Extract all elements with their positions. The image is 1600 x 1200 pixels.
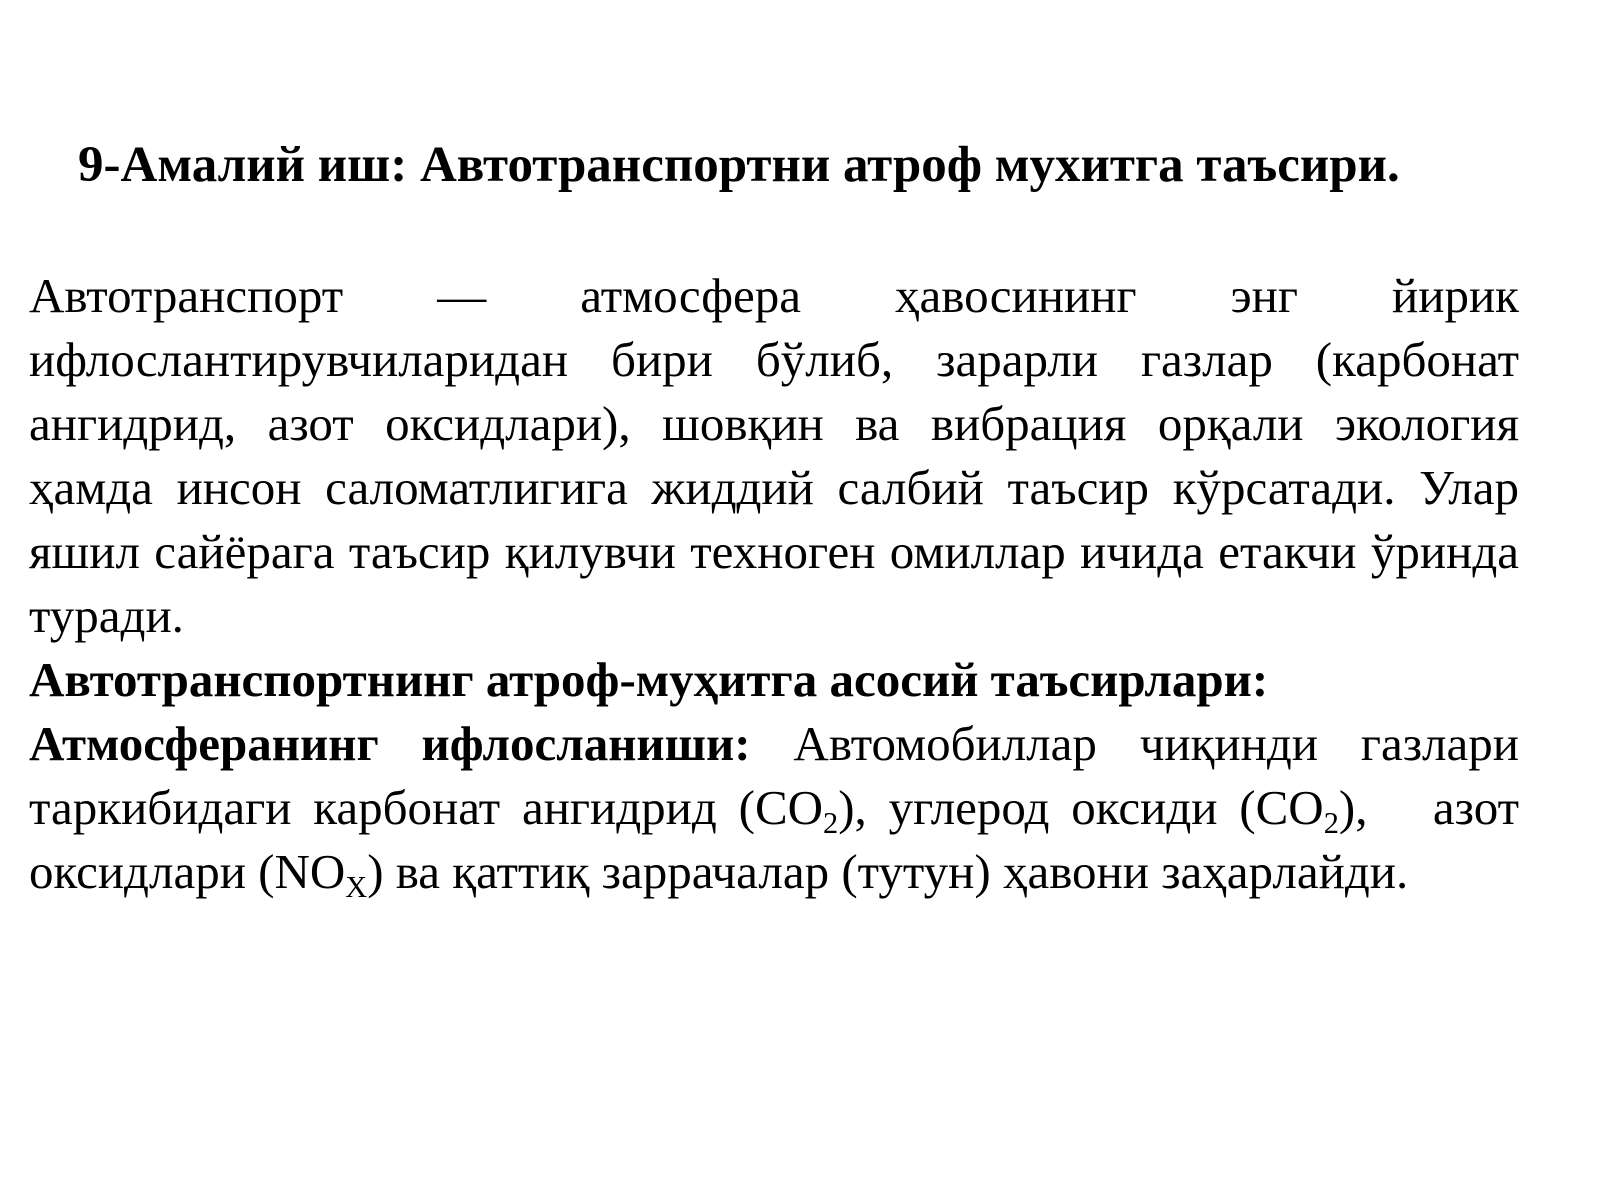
atmosphere-pollution-item xyxy=(29,712,1532,905)
item-text-1: Автомобиллар чиқинди газлари таркибидаги карбонат ангидрид ( xyxy=(29,716,1519,835)
item-term: Атмосферанинг ифлосланиши: xyxy=(29,716,751,771)
section-heading: Автотранспортнинг атроф-муҳитга асосий таъсирлари: xyxy=(29,652,1269,707)
formula-nox xyxy=(274,844,368,905)
formula-co2-first-subscript: 2 xyxy=(823,806,839,841)
item-text-3: ), азот оксидлари ( xyxy=(29,780,1532,899)
formula-co2-first-base: CO xyxy=(754,780,824,835)
formula-nox-subscript: X xyxy=(345,870,368,905)
formula-co2-second-base: CO xyxy=(1255,780,1324,835)
slide-content xyxy=(29,264,1532,905)
formula-co2-first xyxy=(754,780,839,841)
item-text-4: ) ва қаттиқ заррачалар (тутун) ҳавони заҳарлайди. xyxy=(367,844,1409,899)
formula-nox-base: NO xyxy=(274,844,346,899)
intro-paragraph: Автотранспорт — атмосфера ҳавосининг энг йирик ифлослантирувчиларидан бири бўлиб, зарарли газлар (карбонат ангидрид, азот оксидлари), шовқин ва вибрация орқали экология ҳамда инсон саломатлигига жиддий салбий таъсир кўрсатади. Улар яшил сайёрага таъсир қилувчи техноген омиллар ичида етакчи ўринда туради. xyxy=(29,268,1519,643)
slide-title: 9-Амалий иш: Автотранспортни атроф мухитга таъсири. xyxy=(78,137,1400,193)
formula-co2-second-subscript: 2 xyxy=(1323,806,1339,841)
formula-co2-second xyxy=(1255,780,1339,841)
item-text-2: ), углерод оксиди ( xyxy=(838,780,1256,835)
